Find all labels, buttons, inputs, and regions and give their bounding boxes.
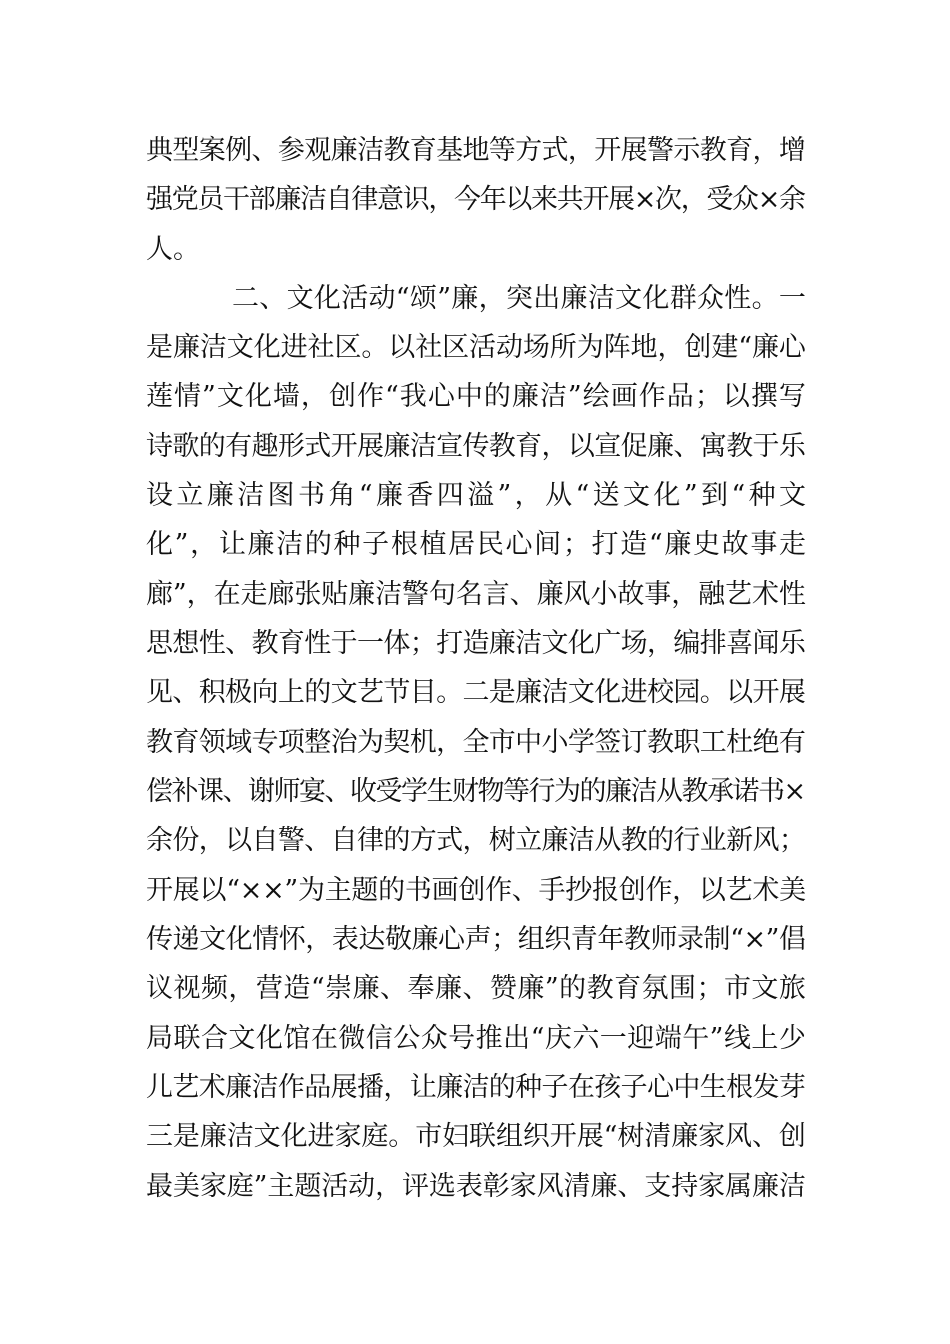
text-line: 最美家庭”主题活动，评选表彰家风清廉、支持家属廉洁 (146, 1171, 806, 1202)
text-line: 传递文化情怀，表达敬廉心声；组织青年教师录制“×”倡 (146, 924, 806, 955)
text-line: 议视频，营造“崇廉、奉廉、赞廉”的教育氛围；市文旅 (146, 973, 807, 1004)
text-line: 诗歌的有趣形式开展廉洁宣传教育，以宣促廉、寓教于乐 (146, 431, 806, 462)
text-line: 典型案例、参观廉洁教育基地等方式，开展警示教育，增 (146, 135, 806, 166)
text-line-indented: 二、文化活动“颂”廉，突出廉洁文化群众性。一 (232, 283, 807, 314)
text-line: 思想性、教育性于一体；打造廉洁文化广场，编排喜闻乐 (146, 628, 806, 659)
text-line: 化”，让廉洁的种子根植居民心间；打造“廉史故事走 (146, 529, 808, 560)
text-line: 儿艺术廉洁作品展播，让廉洁的种子在孩子心中生根发芽 (146, 1072, 806, 1103)
text-line: 见、积极向上的文艺节目。二是廉洁文化进校园。以开展 (146, 677, 806, 708)
text-line: 人。 (146, 234, 200, 265)
text-line: 强党员干部廉洁自律意识，今年以来共开展×次，受众×余 (146, 184, 805, 215)
text-line: 余份，以自警、自律的方式，树立廉洁从教的行业新风； (146, 825, 806, 856)
text-line: 设立廉洁图书角“廉香四溢”，从“送文化”到“种文 (146, 480, 810, 511)
text-line: 是廉洁文化进社区。以社区活动场所为阵地，创建“廉心 (146, 332, 806, 363)
text-line: 局联合文化馆在微信公众号推出“庆六一迎端午”线上少 (146, 1023, 807, 1054)
text-line: 三是廉洁文化进家庭。市妇联组织开展“树清廉家风、创 (146, 1121, 806, 1152)
text-line: 偿补课、谢师宴、收受学生财物等行为的廉洁从教承诺书× (146, 776, 805, 807)
text-line: 开展以“××”为主题的书画创作、手抄报创作，以艺术美 (146, 875, 806, 906)
text-line: 廊”，在走廊张贴廉洁警句名言、廉风小故事，融艺术性 (146, 579, 806, 610)
text-line: 教育领域专项整治为契机，全市中小学签订教职工杜绝有 (146, 727, 806, 758)
text-line: 莲情”文化墙，创作“我心中的廉洁”绘画作品；以撰写 (146, 381, 807, 412)
